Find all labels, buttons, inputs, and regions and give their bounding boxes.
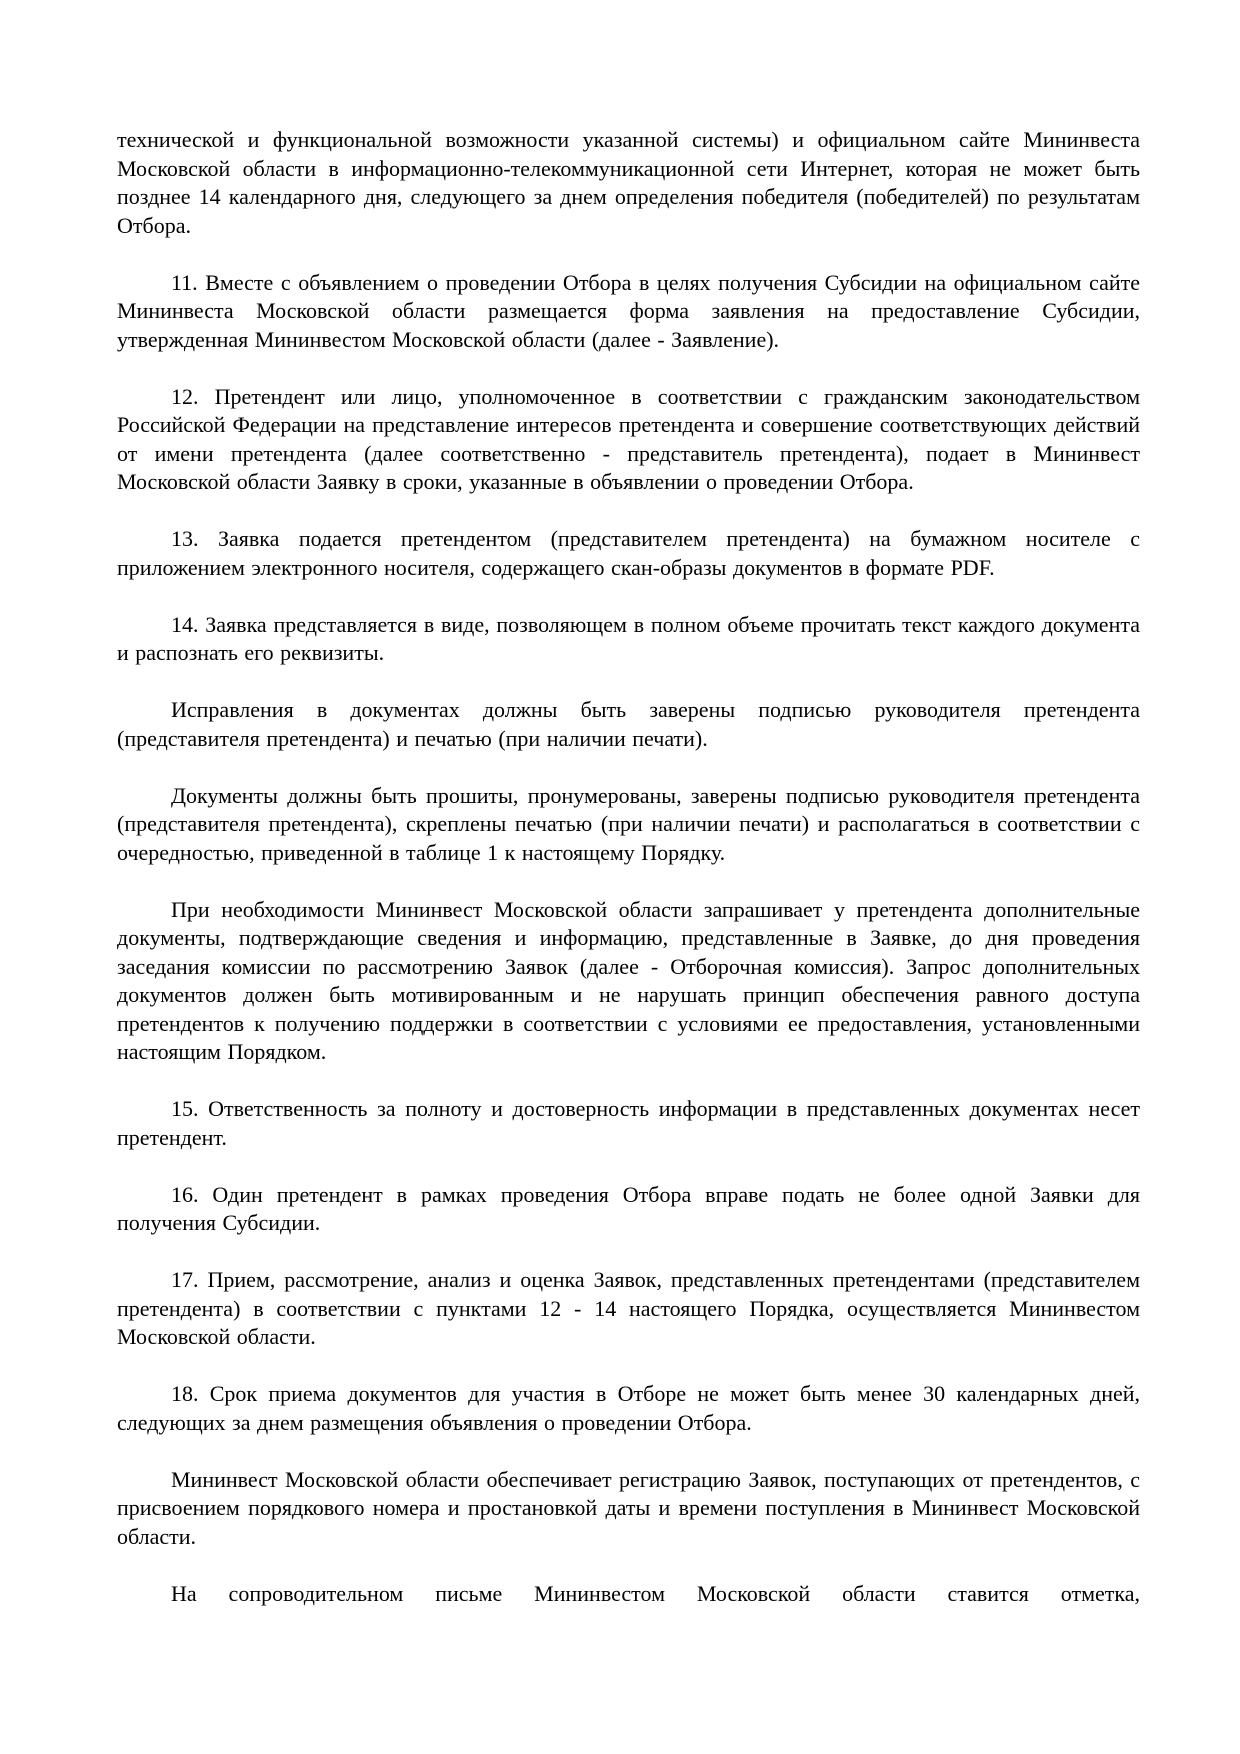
paragraph-registration: Мининвест Московской области обеспечивает регистрацию Заявок, поступающих от претендентов, с присвоением порядкового номера и простановкой даты и времени поступления в Мининвест Московской области.: [117, 1466, 1140, 1549]
paragraph-additional-documents: При необходимости Мининвест Московской области запрашивает у претендента дополнительные документы, подтверждающие сведения и информацию, представленные в Заявке, до дня проведения заседания комиссии по рассмотрению Заявок (далее - Отборочная комиссия). Запрос дополнительных документов должен быть мотивированным и не нарушать принцип обеспечения равного доступа претендентов к получению поддержки в соответствии с условиями ее предоставления, установленными настоящим Порядком.: [117, 896, 1140, 1064]
paragraph-corrections: Исправления в документах должны быть заверены подписью руководителя претендента (представителя претендента) и печатью (при наличии печати).: [117, 697, 1140, 751]
paragraph-clause-16: 16. Один претендент в рамках проведения Отбора вправе подать не более одной Заявки для получения Субсидии.: [117, 1181, 1140, 1235]
paragraph-clause-18: 18. Срок приема документов для участия в Отборе не может быть менее 30 календарных дней, следующих за днем размещения объявления о проведении Отбора.: [117, 1381, 1140, 1435]
paragraph-cover-letter: На сопроводительном письме Мининвестом Московской области ставится отметка,: [171, 1580, 1140, 1606]
paragraph-clause-12: 12. Претендент или лицо, уполномоченное в соответствии с гражданским законодательством Российской Федерации на представление интересов претендента и совершение соответствующих действий от имени претендента (далее соответственно - представитель претендента), подает в Мининвест Московской области Заявку в сроки, указанные в объявлении о проведении Отбора.: [117, 383, 1140, 494]
paragraph-clause-14: 14. Заявка представляется в виде, позволяющем в полном объеме прочитать текст каждого документа и распознать его реквизиты.: [117, 611, 1140, 665]
paragraph-clause-15: 15. Ответственность за полноту и достоверность информации в представленных документах несет претендент.: [117, 1096, 1140, 1150]
paragraph-clause-11: 11. Вместе с объявлением о проведении Отбора в целях получения Субсидии на официальном сайте Мининвеста Московской области размещается форма заявления на предоставление Субсидии, утвержденная Мининвестом Московской области (далее - Заявление).: [117, 269, 1140, 352]
document-body: [117, 126, 1140, 1608]
paragraph-clause-17: 17. Прием, рассмотрение, анализ и оценка Заявок, представленных претендентами (представителем претендента) в соответствии с пунктами 12 - 14 настоящего Порядка, осуществляется Мининвестом Московской области.: [117, 1267, 1140, 1349]
paragraph-continuation: технической и функциональной возможности указанной системы) и официальном сайте Мининвеста Московской области в информационно-телекоммуникационной сети Интернет, которая не может быть позднее 14 календарного дня, следующего за днем определения победителя (победителей) по результатам Отбора.: [117, 127, 1140, 238]
paragraph-documents-binding: Документы должны быть прошиты, пронумерованы, заверены подписью руководителя претендента (представителя претендента), скреплены печатью (при наличии печати) и располагаться в соответствии с очередностью, приведенной в таблице 1 к настоящему Порядку.: [117, 782, 1140, 865]
paragraph-clause-13: 13. Заявка подается претендентом (представителем претендента) на бумажном носителе с приложением электронного носителя, содержащего скан-образы документов в формате PDF.: [117, 526, 1140, 580]
